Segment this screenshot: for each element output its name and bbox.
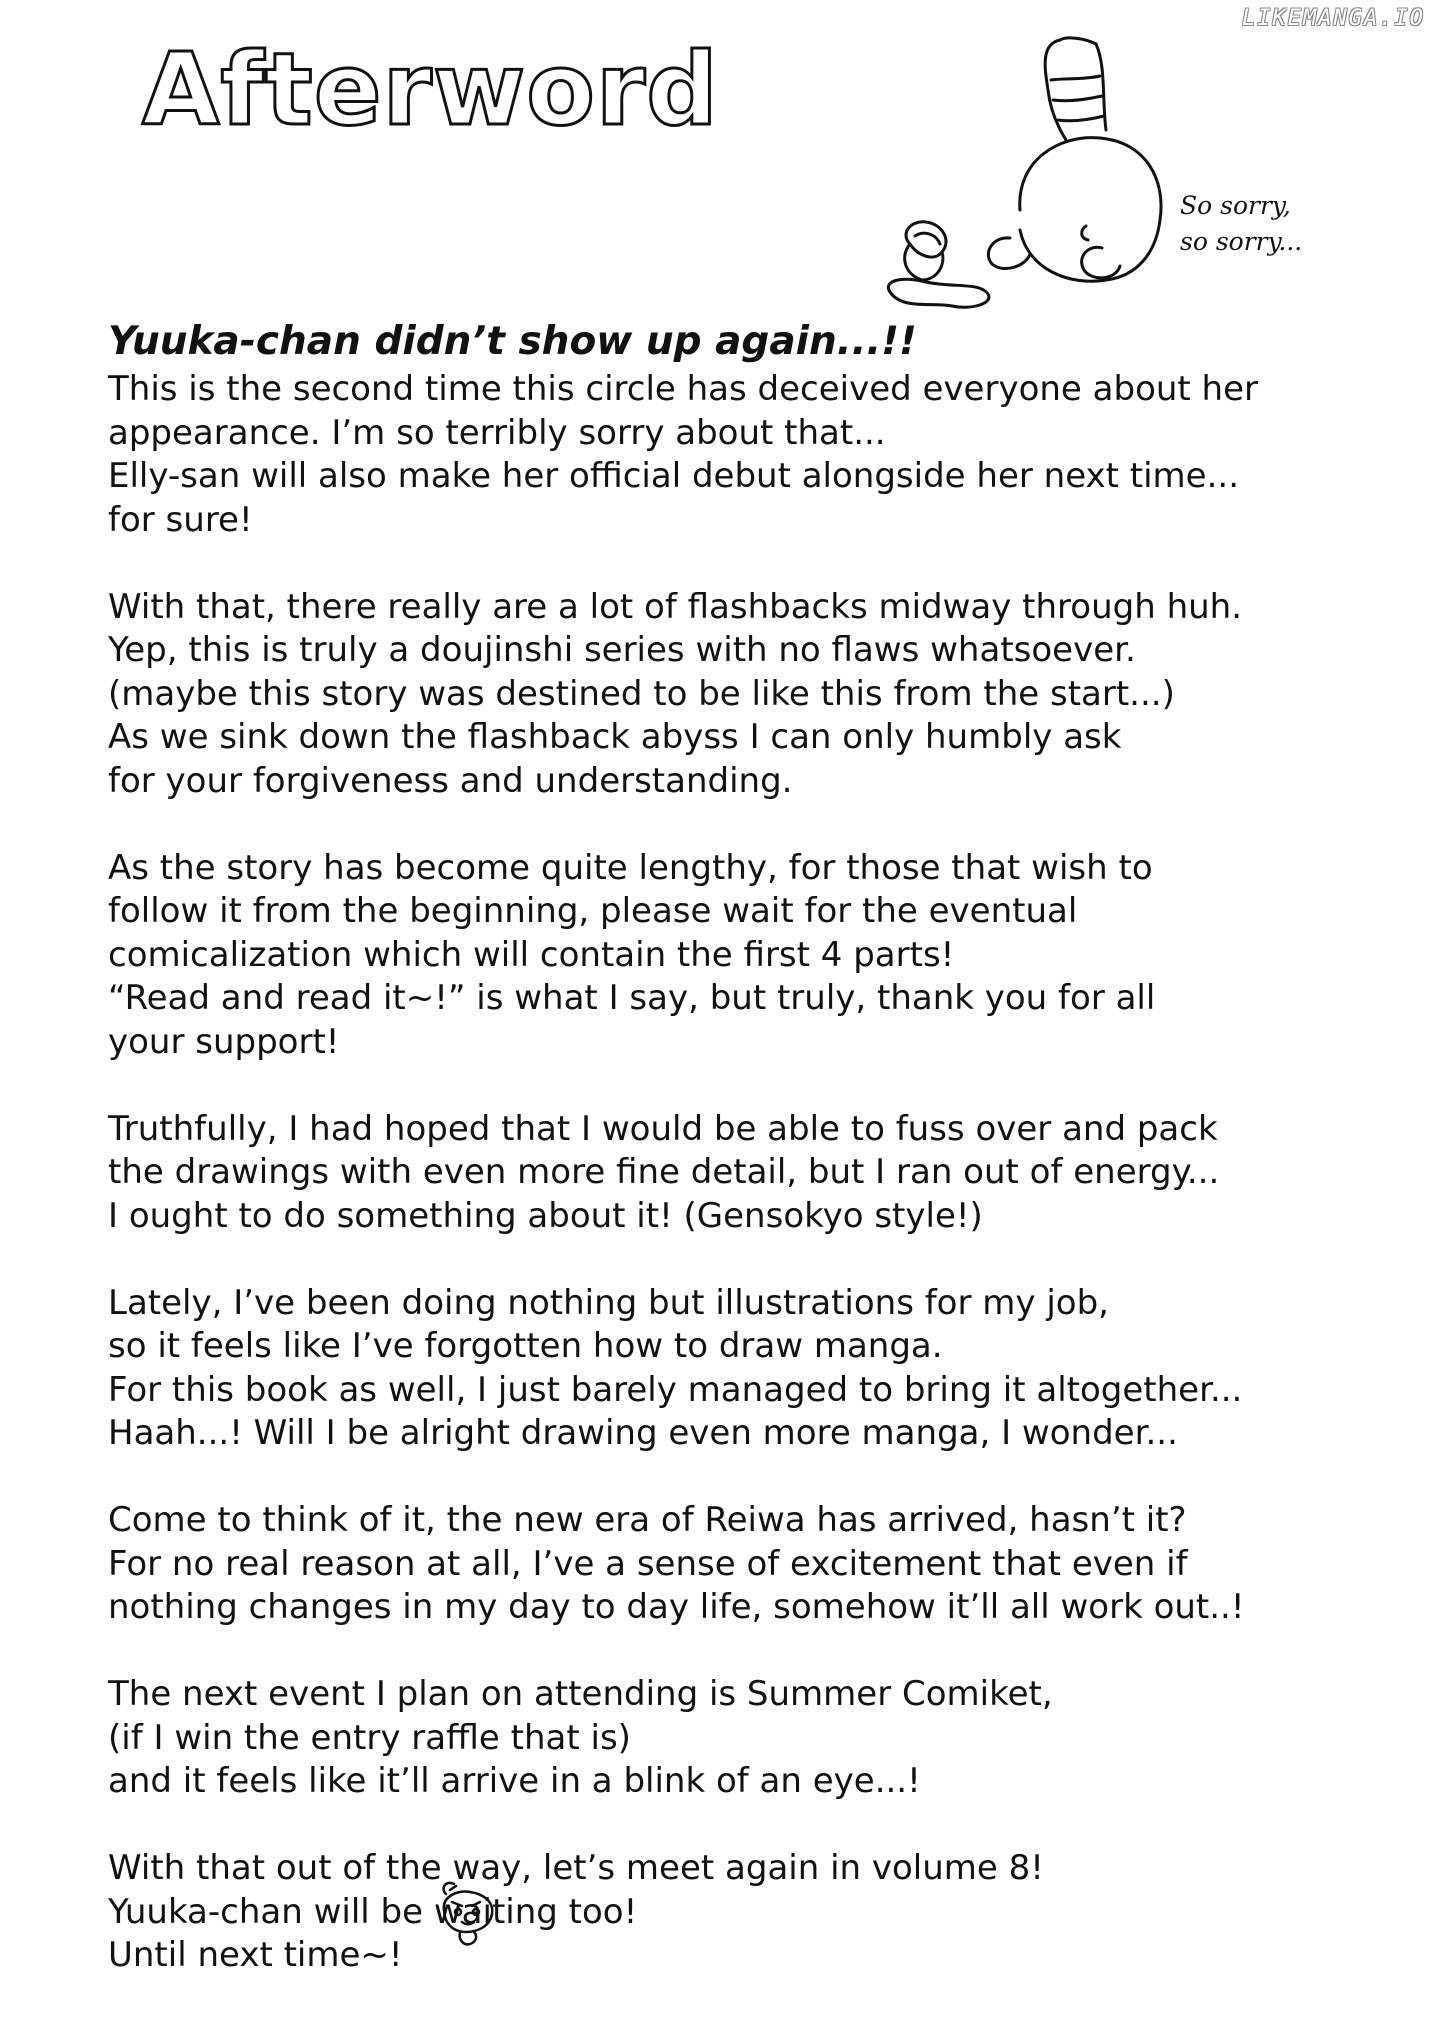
paragraph <box>108 1847 1398 1978</box>
text-line: (if I win the entry raffle that is) <box>108 1717 631 1758</box>
speech-line-2: so sorry... <box>1180 227 1303 256</box>
afterword-body <box>108 368 1398 2021</box>
text-line: Yep, this is truly a doujinshi series with no flaws whatsoever. <box>108 630 1136 670</box>
paragraph <box>108 586 1398 804</box>
text-line: your support! <box>108 1021 340 1062</box>
text-line: and it feels like it’ll arrive in a blink of an eye...! <box>108 1761 921 1801</box>
text-line: comicalization which will contain the first 4 parts! <box>108 934 955 975</box>
text-line: With that out of the way, let’s meet again in volume 8! <box>108 1848 1044 1888</box>
text-line: the drawings with even more fine detail, but I ran out of energy... <box>108 1152 1220 1192</box>
text-line: As we sink down the flashback abyss I can only humbly ask <box>108 717 1122 757</box>
site-watermark: LIKEMANGA.IO <box>1242 6 1425 31</box>
chibi-face-doodle-icon <box>436 1878 500 1950</box>
text-line: follow it from the beginning, please wait for the eventual <box>108 891 1078 931</box>
text-line: appearance. I’m so terribly sorry about that... <box>108 412 886 453</box>
paragraph <box>108 847 1398 1065</box>
mascot-apology-caption <box>1180 188 1302 260</box>
speech-line-1: So sorry, <box>1180 191 1291 220</box>
text-line: Come to think of it, the new era of Reiwa has arrived, hasn’t it? <box>108 1500 1187 1540</box>
text-line: As the story has become quite lengthy, for those that wish to <box>108 847 1153 888</box>
text-line: For no real reason at all, I’ve a sense of excitement that even if <box>108 1543 1188 1584</box>
text-line: Elly-san will also make her official debut alongside her next time... <box>108 456 1240 496</box>
paragraph <box>108 368 1398 542</box>
text-line: “Read and read it~!” is what I say, but truly, thank you for all <box>108 978 1156 1018</box>
page-title: Afterword <box>142 31 719 148</box>
text-line: For this book as well, I just barely managed to bring it altogether... <box>108 1369 1243 1410</box>
text-line: Yuuka-chan will be waiting too! <box>108 1891 638 1932</box>
text-line: Until next time~! <box>108 1935 403 1975</box>
text-line: (maybe this story was destined to be like this from the start...) <box>108 673 1175 714</box>
text-line: I ought to do something about it! (Gensokyo style!) <box>108 1195 983 1236</box>
paragraph <box>108 1499 1398 1630</box>
paragraph <box>108 1108 1398 1239</box>
paragraph <box>108 1673 1398 1804</box>
text-line: for sure! <box>108 499 253 540</box>
paragraph <box>108 1282 1398 1456</box>
text-line: With that, there really are a lot of flashbacks midway through huh. <box>108 586 1243 627</box>
text-line: Lately, I’ve been doing nothing but illustrations for my job, <box>108 1282 1109 1323</box>
text-line: so it feels like I’ve forgotten how to draw manga. <box>108 1326 943 1366</box>
text-line: The next event I plan on attending is Summer Comiket, <box>108 1674 1053 1714</box>
afterword-heading: Yuuka-chan didn’t show up again...!! <box>108 319 917 364</box>
text-line: Truthfully, I had hoped that I would be able to fuss over and pack <box>108 1108 1218 1149</box>
text-line: This is the second time this circle has deceived everyone about her <box>108 369 1259 409</box>
text-line: nothing changes in my day to day life, somehow it’ll all work out..! <box>108 1587 1245 1627</box>
sprawled-mascot-illustration-icon <box>870 30 1170 320</box>
text-line: Haah...! Will I be alright drawing even more manga, I wonder... <box>108 1413 1178 1453</box>
text-line: for your forgiveness and understanding. <box>108 760 793 801</box>
